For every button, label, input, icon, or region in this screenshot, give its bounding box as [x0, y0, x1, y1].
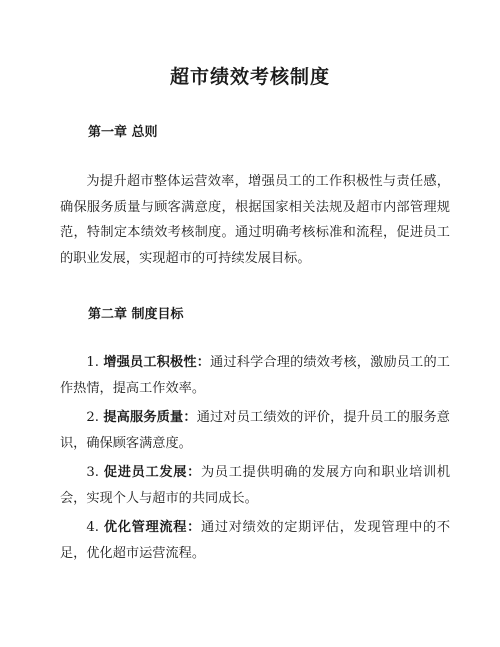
item-number: 4.	[86, 520, 99, 535]
item-text: 为员工提供明确的发展方向和职业培训机会，实现个人与超市的共同成长。	[60, 465, 451, 506]
list-item	[60, 515, 450, 566]
chapter-2-heading: 第二章 制度目标	[88, 307, 184, 322]
objectives-list	[60, 350, 450, 570]
item-number: 1.	[86, 355, 99, 370]
chapter-1-paragraph: 为提升超市整体运营效率，增强员工的工作积极性与责任感，确保服务质量与顾客满意度，根据国家相关法规及超市内部管理规范，特制定本绩效考核制度。通过明确考核标准和流程，促进员工的职业发展，实现超市的可持续发展目标。	[60, 174, 450, 266]
item-number: 3.	[86, 465, 99, 480]
list-item	[60, 460, 450, 511]
list-item	[60, 405, 450, 456]
item-lead: 促进员工发展：	[103, 465, 201, 480]
list-item	[60, 350, 450, 401]
item-text: 通过对员工绩效的评价，提升员工的服务意识，确保顾客满意度。	[60, 410, 450, 451]
item-lead: 增强员工积极性：	[103, 355, 211, 370]
item-number: 2.	[86, 410, 99, 425]
document-title: 超市绩效考核制度	[169, 66, 330, 88]
item-text: 通过对绩效的定期评估，发现管理中的不足，优化超市运营流程。	[60, 520, 451, 561]
item-text: 通过科学合理的绩效考核，激励员工的工作热情，提高工作效率。	[60, 355, 450, 396]
item-lead: 优化管理流程：	[103, 520, 201, 535]
chapter-1-heading: 第一章 总则	[88, 125, 158, 140]
item-lead: 提高服务质量：	[103, 410, 197, 425]
